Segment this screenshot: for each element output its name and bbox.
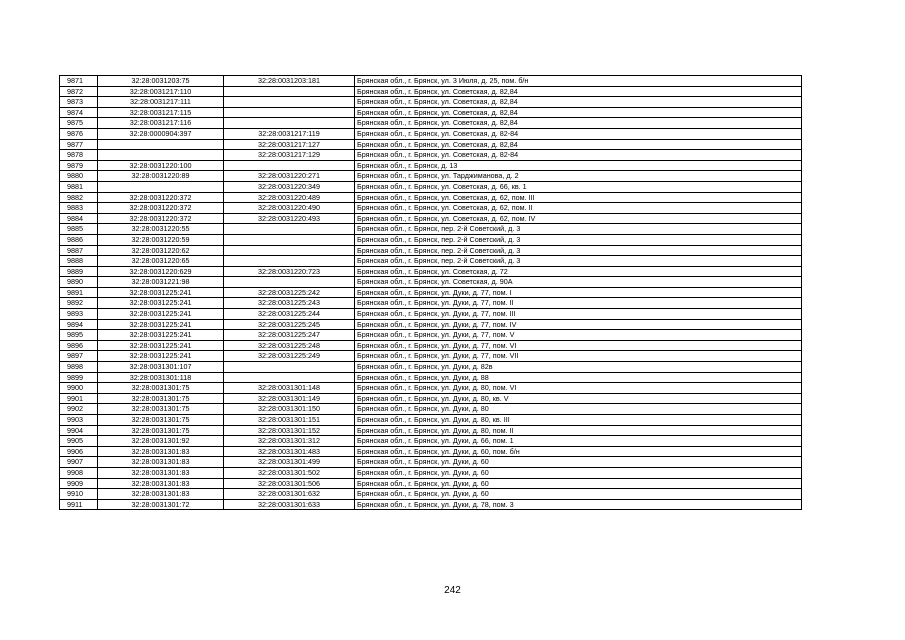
object-number-cell: 32:28:0031220:490 bbox=[224, 203, 355, 214]
address-cell: Брянская обл., г. Брянск, ул. Дуки, д. 78, пом. 3 bbox=[355, 499, 802, 510]
object-number-cell: 32:28:0031220:493 bbox=[224, 213, 355, 224]
parcel-number-cell: 32:28:0031220:629 bbox=[98, 266, 224, 277]
parcel-number-cell: 32:28:0031225:241 bbox=[98, 319, 224, 330]
parcel-number-cell: 32:28:0031220:372 bbox=[98, 213, 224, 224]
table-row bbox=[60, 478, 802, 489]
parcel-number-cell: 32:28:0031225:241 bbox=[98, 340, 224, 351]
parcel-number-cell: 32:28:0031301:75 bbox=[98, 393, 224, 404]
row-number-cell: 9878 bbox=[60, 150, 98, 161]
address-cell: Брянская обл., г. Брянск, ул. Советская, д. 90А bbox=[355, 277, 802, 288]
parcel-number-cell: 32:28:0031301:83 bbox=[98, 446, 224, 457]
parcel-number-cell: 32:28:0031301:75 bbox=[98, 404, 224, 415]
row-number-cell: 9885 bbox=[60, 224, 98, 235]
table-row bbox=[60, 446, 802, 457]
object-number-cell: 32:28:0031220:349 bbox=[224, 181, 355, 192]
row-number-cell: 9896 bbox=[60, 340, 98, 351]
parcel-number-cell: 32:28:0031220:65 bbox=[98, 256, 224, 267]
table-row bbox=[60, 467, 802, 478]
row-number-cell: 9886 bbox=[60, 234, 98, 245]
row-number-cell: 9877 bbox=[60, 139, 98, 150]
row-number-cell: 9892 bbox=[60, 298, 98, 309]
object-number-cell: 32:28:0031225:244 bbox=[224, 309, 355, 320]
row-number-cell: 9909 bbox=[60, 478, 98, 489]
table-row bbox=[60, 436, 802, 447]
parcel-number-cell: 32:28:0031225:241 bbox=[98, 351, 224, 362]
table-row bbox=[60, 203, 802, 214]
table-row bbox=[60, 383, 802, 394]
object-number-cell: 32:28:0031217:127 bbox=[224, 139, 355, 150]
object-number-cell: 32:28:0031217:129 bbox=[224, 150, 355, 161]
row-number-cell: 9910 bbox=[60, 489, 98, 500]
address-cell: Брянская обл., г. Брянск, ул. Дуки, д. 80, пом. II bbox=[355, 425, 802, 436]
table-row bbox=[60, 224, 802, 235]
table-row bbox=[60, 128, 802, 139]
object-number-cell bbox=[224, 118, 355, 129]
row-number-cell: 9888 bbox=[60, 256, 98, 267]
object-number-cell: 32:28:0031301:483 bbox=[224, 446, 355, 457]
parcel-number-cell: 32:28:0031217:115 bbox=[98, 107, 224, 118]
row-number-cell: 9871 bbox=[60, 76, 98, 87]
row-number-cell: 9907 bbox=[60, 457, 98, 468]
address-cell: Брянская обл., г. Брянск, ул. Дуки, д. 60 bbox=[355, 489, 802, 500]
table-row bbox=[60, 118, 802, 129]
address-cell: Брянская обл., г. Брянск, ул. Советская, д. 82,84 bbox=[355, 107, 802, 118]
table-row bbox=[60, 86, 802, 97]
page-number: 242 bbox=[444, 585, 461, 596]
table-row bbox=[60, 287, 802, 298]
object-number-cell bbox=[224, 277, 355, 288]
row-number-cell: 9904 bbox=[60, 425, 98, 436]
row-number-cell: 9906 bbox=[60, 446, 98, 457]
address-cell: Брянская обл., г. Брянск, ул. Дуки, д. 82в bbox=[355, 362, 802, 373]
address-cell: Брянская обл., г. Брянск, ул. Дуки, д. 60, пом. б/н bbox=[355, 446, 802, 457]
object-number-cell bbox=[224, 224, 355, 235]
object-number-cell bbox=[224, 107, 355, 118]
object-number-cell: 32:28:0031225:248 bbox=[224, 340, 355, 351]
table-row bbox=[60, 171, 802, 182]
row-number-cell: 9911 bbox=[60, 499, 98, 510]
object-number-cell bbox=[224, 245, 355, 256]
address-cell: Брянская обл., г. Брянск, ул. Советская, д. 82,84 bbox=[355, 97, 802, 108]
table-row bbox=[60, 298, 802, 309]
parcel-number-cell: 32:28:0031225:241 bbox=[98, 309, 224, 320]
table-row bbox=[60, 266, 802, 277]
parcel-number-cell: 32:28:0031220:372 bbox=[98, 192, 224, 203]
table-row bbox=[60, 192, 802, 203]
table-row bbox=[60, 139, 802, 150]
parcel-number-cell: 32:28:0031301:92 bbox=[98, 436, 224, 447]
object-number-cell: 32:28:0031225:247 bbox=[224, 330, 355, 341]
row-number-cell: 9898 bbox=[60, 362, 98, 373]
object-number-cell: 32:28:0031301:632 bbox=[224, 489, 355, 500]
row-number-cell: 9900 bbox=[60, 383, 98, 394]
address-cell: Брянская обл., г. Брянск, ул. Советская, д. 62, пом. IV bbox=[355, 213, 802, 224]
row-number-cell: 9873 bbox=[60, 97, 98, 108]
address-cell: Брянская обл., г. Брянск, д. 13 bbox=[355, 160, 802, 171]
object-number-cell: 32:28:0031301:151 bbox=[224, 415, 355, 426]
address-cell: Брянская обл., г. Брянск, ул. Советская, д. 82,84 bbox=[355, 86, 802, 97]
object-number-cell: 32:28:0031301:506 bbox=[224, 478, 355, 489]
object-number-cell bbox=[224, 362, 355, 373]
object-number-cell bbox=[224, 86, 355, 97]
table-row bbox=[60, 489, 802, 500]
row-number-cell: 9879 bbox=[60, 160, 98, 171]
address-cell: Брянская обл., г. Брянск, ул. Дуки, д. 80 bbox=[355, 404, 802, 415]
object-number-cell: 32:28:0031220:271 bbox=[224, 171, 355, 182]
address-cell: Брянская обл., г. Брянск, ул. Советская, д. 66, кв. 1 bbox=[355, 181, 802, 192]
table-row bbox=[60, 404, 802, 415]
table-row bbox=[60, 499, 802, 510]
row-number-cell: 9891 bbox=[60, 287, 98, 298]
parcel-number-cell: 32:28:0031301:75 bbox=[98, 383, 224, 394]
parcel-number-cell: 32:28:0031225:241 bbox=[98, 287, 224, 298]
address-cell: Брянская обл., г. Брянск, ул. Тарджиманова, д. 2 bbox=[355, 171, 802, 182]
table-row bbox=[60, 181, 802, 192]
table-row bbox=[60, 309, 802, 320]
object-number-cell: 32:28:0031301:148 bbox=[224, 383, 355, 394]
parcel-number-cell: 32:28:0031301:83 bbox=[98, 478, 224, 489]
address-cell: Брянская обл., г. Брянск, ул. Дуки, д. 80, пом. VI bbox=[355, 383, 802, 394]
address-cell: Брянская обл., г. Брянск, пер. 2-й Советский, д. 3 bbox=[355, 245, 802, 256]
row-number-cell: 9875 bbox=[60, 118, 98, 129]
table-row bbox=[60, 362, 802, 373]
address-cell: Брянская обл., г. Брянск, ул. Советская, д. 82,84 bbox=[355, 139, 802, 150]
object-number-cell: 32:28:0031301:149 bbox=[224, 393, 355, 404]
parcel-number-cell: 32:28:0031217:111 bbox=[98, 97, 224, 108]
row-number-cell: 9874 bbox=[60, 107, 98, 118]
table-row bbox=[60, 245, 802, 256]
object-number-cell bbox=[224, 97, 355, 108]
table-row bbox=[60, 415, 802, 426]
object-number-cell: 32:28:0031220:489 bbox=[224, 192, 355, 203]
address-cell: Брянская обл., г. Брянск, пер. 2-й Советский, д. 3 bbox=[355, 234, 802, 245]
row-number-cell: 9908 bbox=[60, 467, 98, 478]
row-number-cell: 9881 bbox=[60, 181, 98, 192]
object-number-cell: 32:28:0031301:312 bbox=[224, 436, 355, 447]
table-row bbox=[60, 372, 802, 383]
parcel-number-cell: 32:28:0031301:107 bbox=[98, 362, 224, 373]
table-row bbox=[60, 76, 802, 87]
table-row bbox=[60, 457, 802, 468]
object-number-cell: 32:28:0031225:249 bbox=[224, 351, 355, 362]
row-number-cell: 9872 bbox=[60, 86, 98, 97]
object-number-cell bbox=[224, 372, 355, 383]
row-number-cell: 9876 bbox=[60, 128, 98, 139]
object-number-cell: 32:28:0031225:245 bbox=[224, 319, 355, 330]
table-row bbox=[60, 340, 802, 351]
row-number-cell: 9887 bbox=[60, 245, 98, 256]
parcel-number-cell: 32:28:0031203:75 bbox=[98, 76, 224, 87]
parcel-number-cell: 32:28:0031220:55 bbox=[98, 224, 224, 235]
parcel-number-cell: 32:28:0031220:59 bbox=[98, 234, 224, 245]
address-cell: Брянская обл., г. Брянск, ул. Советская, д. 82-84 bbox=[355, 128, 802, 139]
address-cell: Брянская обл., г. Брянск, ул. Дуки, д. 77, пом. VII bbox=[355, 351, 802, 362]
row-number-cell: 9899 bbox=[60, 372, 98, 383]
table-row bbox=[60, 97, 802, 108]
parcel-number-cell bbox=[98, 139, 224, 150]
address-cell: Брянская обл., г. Брянск, ул. Дуки, д. 77, пом. VI bbox=[355, 340, 802, 351]
parcel-number-cell: 32:28:0031220:62 bbox=[98, 245, 224, 256]
address-cell: Брянская обл., г. Брянск, ул. Дуки, д. 60 bbox=[355, 478, 802, 489]
address-cell: Брянская обл., г. Брянск, ул. Дуки, д. 66, пом. 1 bbox=[355, 436, 802, 447]
parcel-number-cell: 32:28:0031217:110 bbox=[98, 86, 224, 97]
parcel-number-cell: 32:28:0000904:397 bbox=[98, 128, 224, 139]
object-number-cell: 32:28:0031225:242 bbox=[224, 287, 355, 298]
table-row bbox=[60, 393, 802, 404]
parcel-number-cell: 32:28:0031220:100 bbox=[98, 160, 224, 171]
object-number-cell: 32:28:0031203:181 bbox=[224, 76, 355, 87]
parcel-number-cell: 32:28:0031301:83 bbox=[98, 467, 224, 478]
object-number-cell bbox=[224, 234, 355, 245]
address-cell: Брянская обл., г. Брянск, ул. Дуки, д. 77, пом. II bbox=[355, 298, 802, 309]
address-cell: Брянская обл., г. Брянск, ул. Дуки, д. 77, пом. I bbox=[355, 287, 802, 298]
address-cell: Брянская обл., г. Брянск, ул. Дуки, д. 77, пом. III bbox=[355, 309, 802, 320]
object-number-cell: 32:28:0031301:152 bbox=[224, 425, 355, 436]
row-number-cell: 9884 bbox=[60, 213, 98, 224]
address-cell: Брянская обл., г. Брянск, ул. Дуки, д. 60 bbox=[355, 467, 802, 478]
row-number-cell: 9889 bbox=[60, 266, 98, 277]
row-number-cell: 9894 bbox=[60, 319, 98, 330]
address-cell: Брянская обл., г. Брянск, ул. Дуки, д. 77, пом. V bbox=[355, 330, 802, 341]
address-cell: Брянская обл., г. Брянск, ул. Дуки, д. 88 bbox=[355, 372, 802, 383]
object-number-cell: 32:28:0031301:633 bbox=[224, 499, 355, 510]
address-cell: Брянская обл., г. Брянск, ул. Дуки, д. 80, кв. III bbox=[355, 415, 802, 426]
object-number-cell: 32:28:0031225:243 bbox=[224, 298, 355, 309]
address-cell: Брянская обл., г. Брянск, ул. Советская, д. 82-84 bbox=[355, 150, 802, 161]
row-number-cell: 9905 bbox=[60, 436, 98, 447]
table-row bbox=[60, 277, 802, 288]
table-row bbox=[60, 330, 802, 341]
object-number-cell: 32:28:0031301:499 bbox=[224, 457, 355, 468]
address-cell: Брянская обл., г. Брянск, ул. Дуки, д. 77, пом. IV bbox=[355, 319, 802, 330]
parcel-number-cell: 32:28:0031225:241 bbox=[98, 330, 224, 341]
table-row bbox=[60, 150, 802, 161]
parcel-number-cell: 32:28:0031301:118 bbox=[98, 372, 224, 383]
parcel-number-cell bbox=[98, 181, 224, 192]
table-row bbox=[60, 234, 802, 245]
address-cell: Брянская обл., г. Брянск, ул. Советская, д. 62, пом. III bbox=[355, 192, 802, 203]
parcel-number-cell: 32:28:0031217:116 bbox=[98, 118, 224, 129]
table-row bbox=[60, 425, 802, 436]
address-cell: Брянская обл., г. Брянск, ул. Советская, д. 72 bbox=[355, 266, 802, 277]
parcel-number-cell: 32:28:0031301:75 bbox=[98, 425, 224, 436]
object-number-cell: 32:28:0031301:502 bbox=[224, 467, 355, 478]
row-number-cell: 9883 bbox=[60, 203, 98, 214]
parcel-number-cell: 32:28:0031301:72 bbox=[98, 499, 224, 510]
registry-table-body bbox=[60, 76, 802, 510]
row-number-cell: 9901 bbox=[60, 393, 98, 404]
address-cell: Брянская обл., г. Брянск, пер. 2-й Советский, д. 3 bbox=[355, 256, 802, 267]
table-row bbox=[60, 351, 802, 362]
address-cell: Брянская обл., г. Брянск, ул. Советская, д. 62, пом. II bbox=[355, 203, 802, 214]
address-cell: Брянская обл., г. Брянск, пер. 2-й Советский, д. 3 bbox=[355, 224, 802, 235]
table-row bbox=[60, 319, 802, 330]
object-number-cell: 32:28:0031220:723 bbox=[224, 266, 355, 277]
parcel-number-cell bbox=[98, 150, 224, 161]
row-number-cell: 9893 bbox=[60, 309, 98, 320]
parcel-number-cell: 32:28:0031301:75 bbox=[98, 415, 224, 426]
parcel-number-cell: 32:28:0031220:89 bbox=[98, 171, 224, 182]
registry-table bbox=[59, 75, 802, 510]
parcel-number-cell: 32:28:0031301:83 bbox=[98, 489, 224, 500]
address-cell: Брянская обл., г. Брянск, ул. Дуки, д. 80, кв. V bbox=[355, 393, 802, 404]
address-cell: Брянская обл., г. Брянск, ул. Советская, д. 82,84 bbox=[355, 118, 802, 129]
parcel-number-cell: 32:28:0031221:98 bbox=[98, 277, 224, 288]
row-number-cell: 9903 bbox=[60, 415, 98, 426]
parcel-number-cell: 32:28:0031220:372 bbox=[98, 203, 224, 214]
table-row bbox=[60, 107, 802, 118]
table-row bbox=[60, 160, 802, 171]
parcel-number-cell: 32:28:0031225:241 bbox=[98, 298, 224, 309]
row-number-cell: 9902 bbox=[60, 404, 98, 415]
row-number-cell: 9895 bbox=[60, 330, 98, 341]
object-number-cell bbox=[224, 256, 355, 267]
parcel-number-cell: 32:28:0031301:83 bbox=[98, 457, 224, 468]
row-number-cell: 9880 bbox=[60, 171, 98, 182]
object-number-cell: 32:28:0031217:119 bbox=[224, 128, 355, 139]
object-number-cell bbox=[224, 160, 355, 171]
address-cell: Брянская обл., г. Брянск, ул. Дуки, д. 60 bbox=[355, 457, 802, 468]
address-cell: Брянская обл., г. Брянск, ул. 3 Июля, д. 25, пом. б/н bbox=[355, 76, 802, 87]
row-number-cell: 9897 bbox=[60, 351, 98, 362]
object-number-cell: 32:28:0031301:150 bbox=[224, 404, 355, 415]
table-row bbox=[60, 256, 802, 267]
row-number-cell: 9890 bbox=[60, 277, 98, 288]
row-number-cell: 9882 bbox=[60, 192, 98, 203]
table-row bbox=[60, 213, 802, 224]
